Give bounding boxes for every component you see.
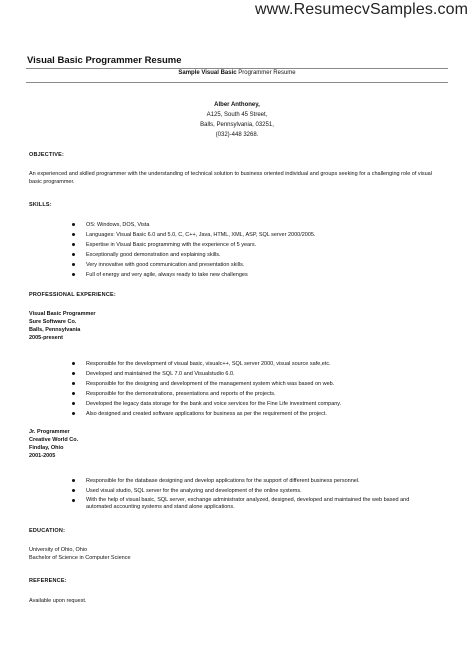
education-heading: EDUCATION: (29, 528, 66, 534)
job-2-duties (72, 476, 416, 513)
site-url: www.ResumecvSamples.com (254, 1, 468, 18)
job-location: Findlay, Ohio (29, 445, 64, 451)
contact-name: Alber Anthoney, (214, 102, 260, 108)
contact-block (0, 100, 474, 140)
bullet-icon (72, 243, 75, 246)
objective-heading: OBJECTIVE: (29, 152, 65, 158)
experience-heading: PROFESSIONAL EXPERIENCE: (29, 292, 116, 298)
duty-text: Developed and maintained the SQL 7.0 and Visualstudio 6.0. (86, 371, 235, 377)
job-role: Jr. Programmer (29, 429, 70, 435)
contact-address-line1: A125, South 45 Street, (206, 112, 268, 118)
skill-text: OS: Windows, DOS, Vista (86, 222, 150, 228)
skill-text: Very innovative with good communication and presentation skills. (86, 262, 245, 268)
list-item (72, 230, 316, 240)
list-item (72, 359, 341, 369)
list-item (72, 260, 316, 270)
bullet-icon (72, 372, 75, 375)
skill-text: Expertise in Visual Basic programming with the experience of 5 years. (86, 242, 257, 248)
education-school: University of Ohio, Ohio (29, 547, 88, 553)
list-item (72, 379, 341, 389)
bullet-icon (72, 489, 75, 492)
skill-text: Full of energy and very agile, always ready to take new challenges (86, 272, 248, 278)
list-item (72, 409, 341, 419)
reference-text: Available upon request. (29, 598, 87, 604)
bullet-icon (72, 499, 75, 502)
title-rule (26, 68, 448, 69)
job-role: Visual Basic Programmer (29, 311, 96, 317)
subtitle-rule (26, 82, 448, 83)
education-degree: Bachelor of Science in Computer Science (29, 555, 131, 561)
list-item (72, 369, 341, 379)
resume-subtitle (0, 70, 474, 76)
bullet-icon (72, 362, 75, 365)
list-item (72, 240, 316, 250)
list-item (72, 220, 316, 230)
skill-text: Languages: Visual Basic 6.0 and 5.0, C, C++, Java, HTML, XML, ASP, SQL server 2000/2005. (86, 232, 316, 238)
skill-text: Exceptionally good demonstration and explaining skills. (86, 252, 221, 258)
job-location: Balls, Pennsylvania (29, 327, 81, 333)
duty-text: Responsible for the development of visual basic, visualc++, SQL server 2000, visual source safe,etc. (86, 361, 331, 367)
duty-text: Also designed and created software applications for business as per the requirement of the project. (86, 411, 327, 417)
skills-heading: SKILLS: (29, 202, 52, 208)
list-item (72, 270, 316, 280)
list-item (72, 399, 341, 409)
list-item (72, 250, 316, 260)
reference-heading: REFERENCE: (29, 578, 67, 584)
bullet-icon (72, 253, 75, 256)
subtitle-bold: Sample Visual Basic (178, 70, 237, 76)
job-1-duties (72, 359, 341, 419)
education-block (29, 546, 131, 562)
job-company: Sure Software Co. (29, 319, 77, 325)
duty-text: Responsible for the database designing and develop applications for the support of different business personnel. (86, 478, 360, 484)
contact-address-line2: Balls, Pennsylvania, 03251, (200, 122, 274, 128)
list-item (72, 486, 416, 496)
bullet-icon (72, 402, 75, 405)
duty-text: Responsible for the designing and development of the management system which was based on web. (86, 381, 335, 387)
job-company: Creative World Co. (29, 437, 79, 443)
duty-text: Used visual studio, SQL server for the analyzing and development of the online systems. (86, 488, 302, 494)
duty-text: With the help of visual basic, SQL server, exchange administrator analyzed, designed, developed and maintained the web based and automated accounting systems and stand alone applications. (86, 497, 410, 510)
bullet-icon (72, 412, 75, 415)
bullet-icon (72, 263, 75, 266)
job-dates: 2005-present (29, 335, 63, 341)
duty-text: Responsible for the demonstrations, presentations and reports of the projects. (86, 391, 276, 397)
objective-text: An experienced and skilled programmer with the understanding of technical solution to business oriented individual and groups seeking for a challenging role of visual basic programmer. (29, 171, 432, 185)
duty-text: Developed the legacy data storage for the bank and voice services for the Fine Life investment company. (86, 401, 342, 407)
subtitle-rest: Programmer Resume (236, 70, 296, 76)
job-dates: 2001-2005 (29, 453, 56, 459)
bullet-icon (72, 233, 75, 236)
resume-title: Visual Basic Programmer Resume (27, 55, 182, 66)
bullet-icon (72, 273, 75, 276)
list-item (72, 496, 416, 513)
bullet-icon (72, 223, 75, 226)
bullet-icon (72, 392, 75, 395)
contact-phone: (032)-448 3268. (215, 132, 259, 138)
skills-list (72, 220, 316, 280)
list-item (72, 476, 416, 486)
bullet-icon (72, 382, 75, 385)
job-2-header (29, 428, 78, 460)
bullet-icon (72, 479, 75, 482)
job-1-header (29, 310, 96, 342)
list-item (72, 389, 341, 399)
